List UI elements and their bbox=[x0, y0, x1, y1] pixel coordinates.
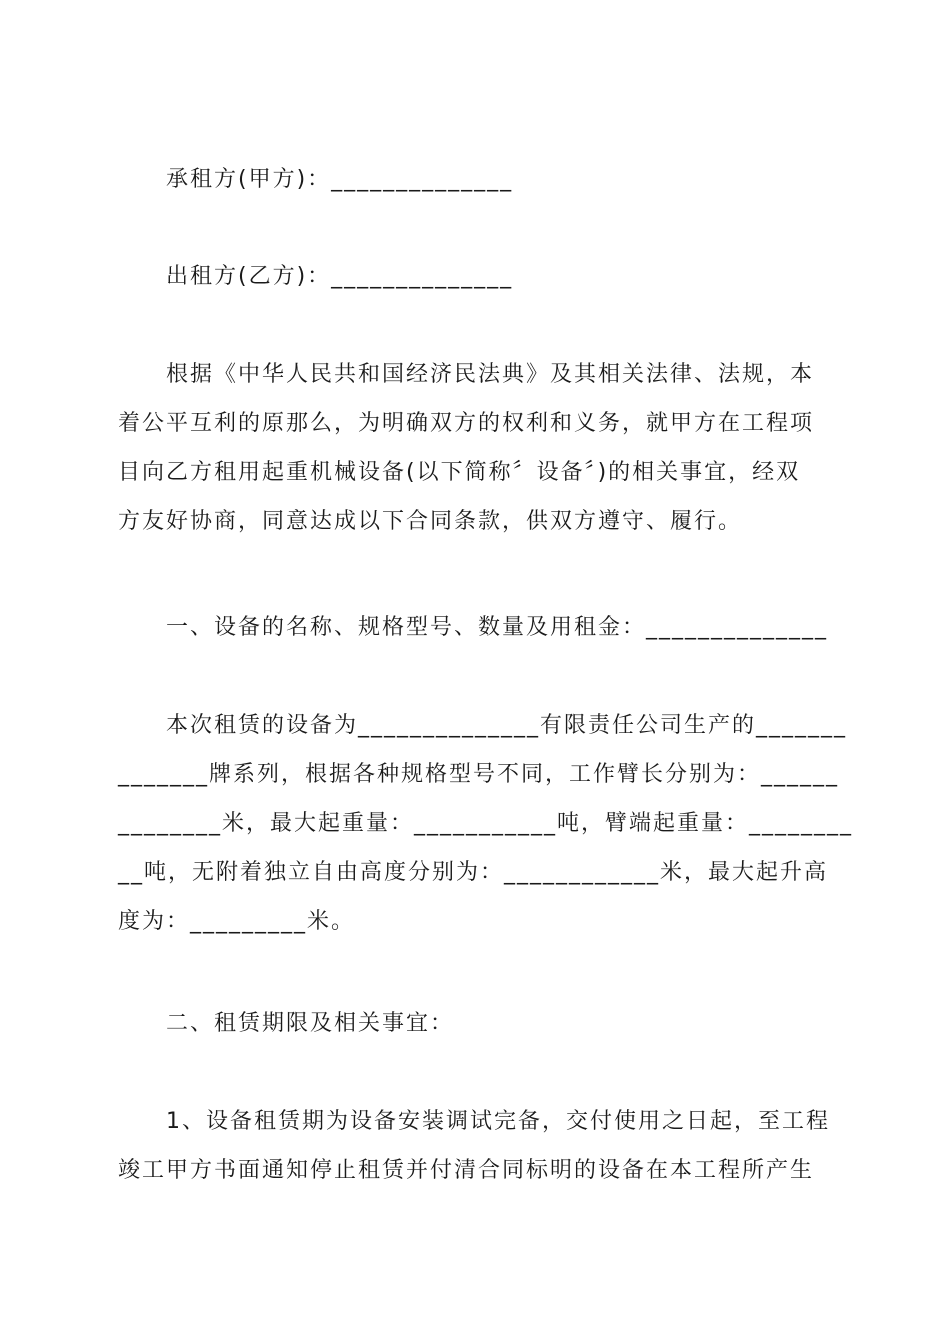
section-one-heading: 一、设备的名称、规格型号、数量及用租金：______________ bbox=[166, 615, 829, 640]
preamble-line-2: 着公平互利的原那么，为明确双方的权利和义务，就甲方在工程项 bbox=[118, 411, 815, 436]
equipment-line-3: ________米，最大起重量：___________吨，臂端起重量：________ bbox=[118, 811, 854, 836]
term-line-2: 竣工甲方书面通知停止租赁并付清合同标明的设备在本工程所产生 bbox=[118, 1158, 815, 1183]
section-two-heading: 二、租赁期限及相关事宜： bbox=[166, 1011, 455, 1036]
preamble-line-1: 根据《中华人民共和国经济民法典》及其相关法律、法规，本 bbox=[166, 362, 815, 387]
equipment-line-1: 本次租赁的设备为______________有限责任公司生产的_______ bbox=[166, 713, 848, 738]
term-line-1: 1、设备租赁期为设备安装调试完备，交付使用之日起，至工程 bbox=[166, 1109, 830, 1134]
lessor-line: 出租方(乙方)：______________ bbox=[166, 264, 514, 289]
preamble-line-4: 方友好协商，同意达成以下合同条款，供双方遵守、履行。 bbox=[118, 509, 743, 534]
lessee-line: 承租方(甲方)：______________ bbox=[166, 167, 514, 192]
equipment-line-2: _______牌系列，根据各种规格型号不同，工作臂长分别为：______ bbox=[118, 762, 840, 787]
preamble-line-3: 目向乙方租用起重机械设备(以下简称〞设备〞)的相关事宜，经双 bbox=[118, 460, 801, 485]
equipment-line-5: 度为：_________米。 bbox=[118, 909, 356, 934]
equipment-line-4: __吨，无附着独立自由高度分别为：____________米，最大起升高 bbox=[118, 860, 829, 885]
